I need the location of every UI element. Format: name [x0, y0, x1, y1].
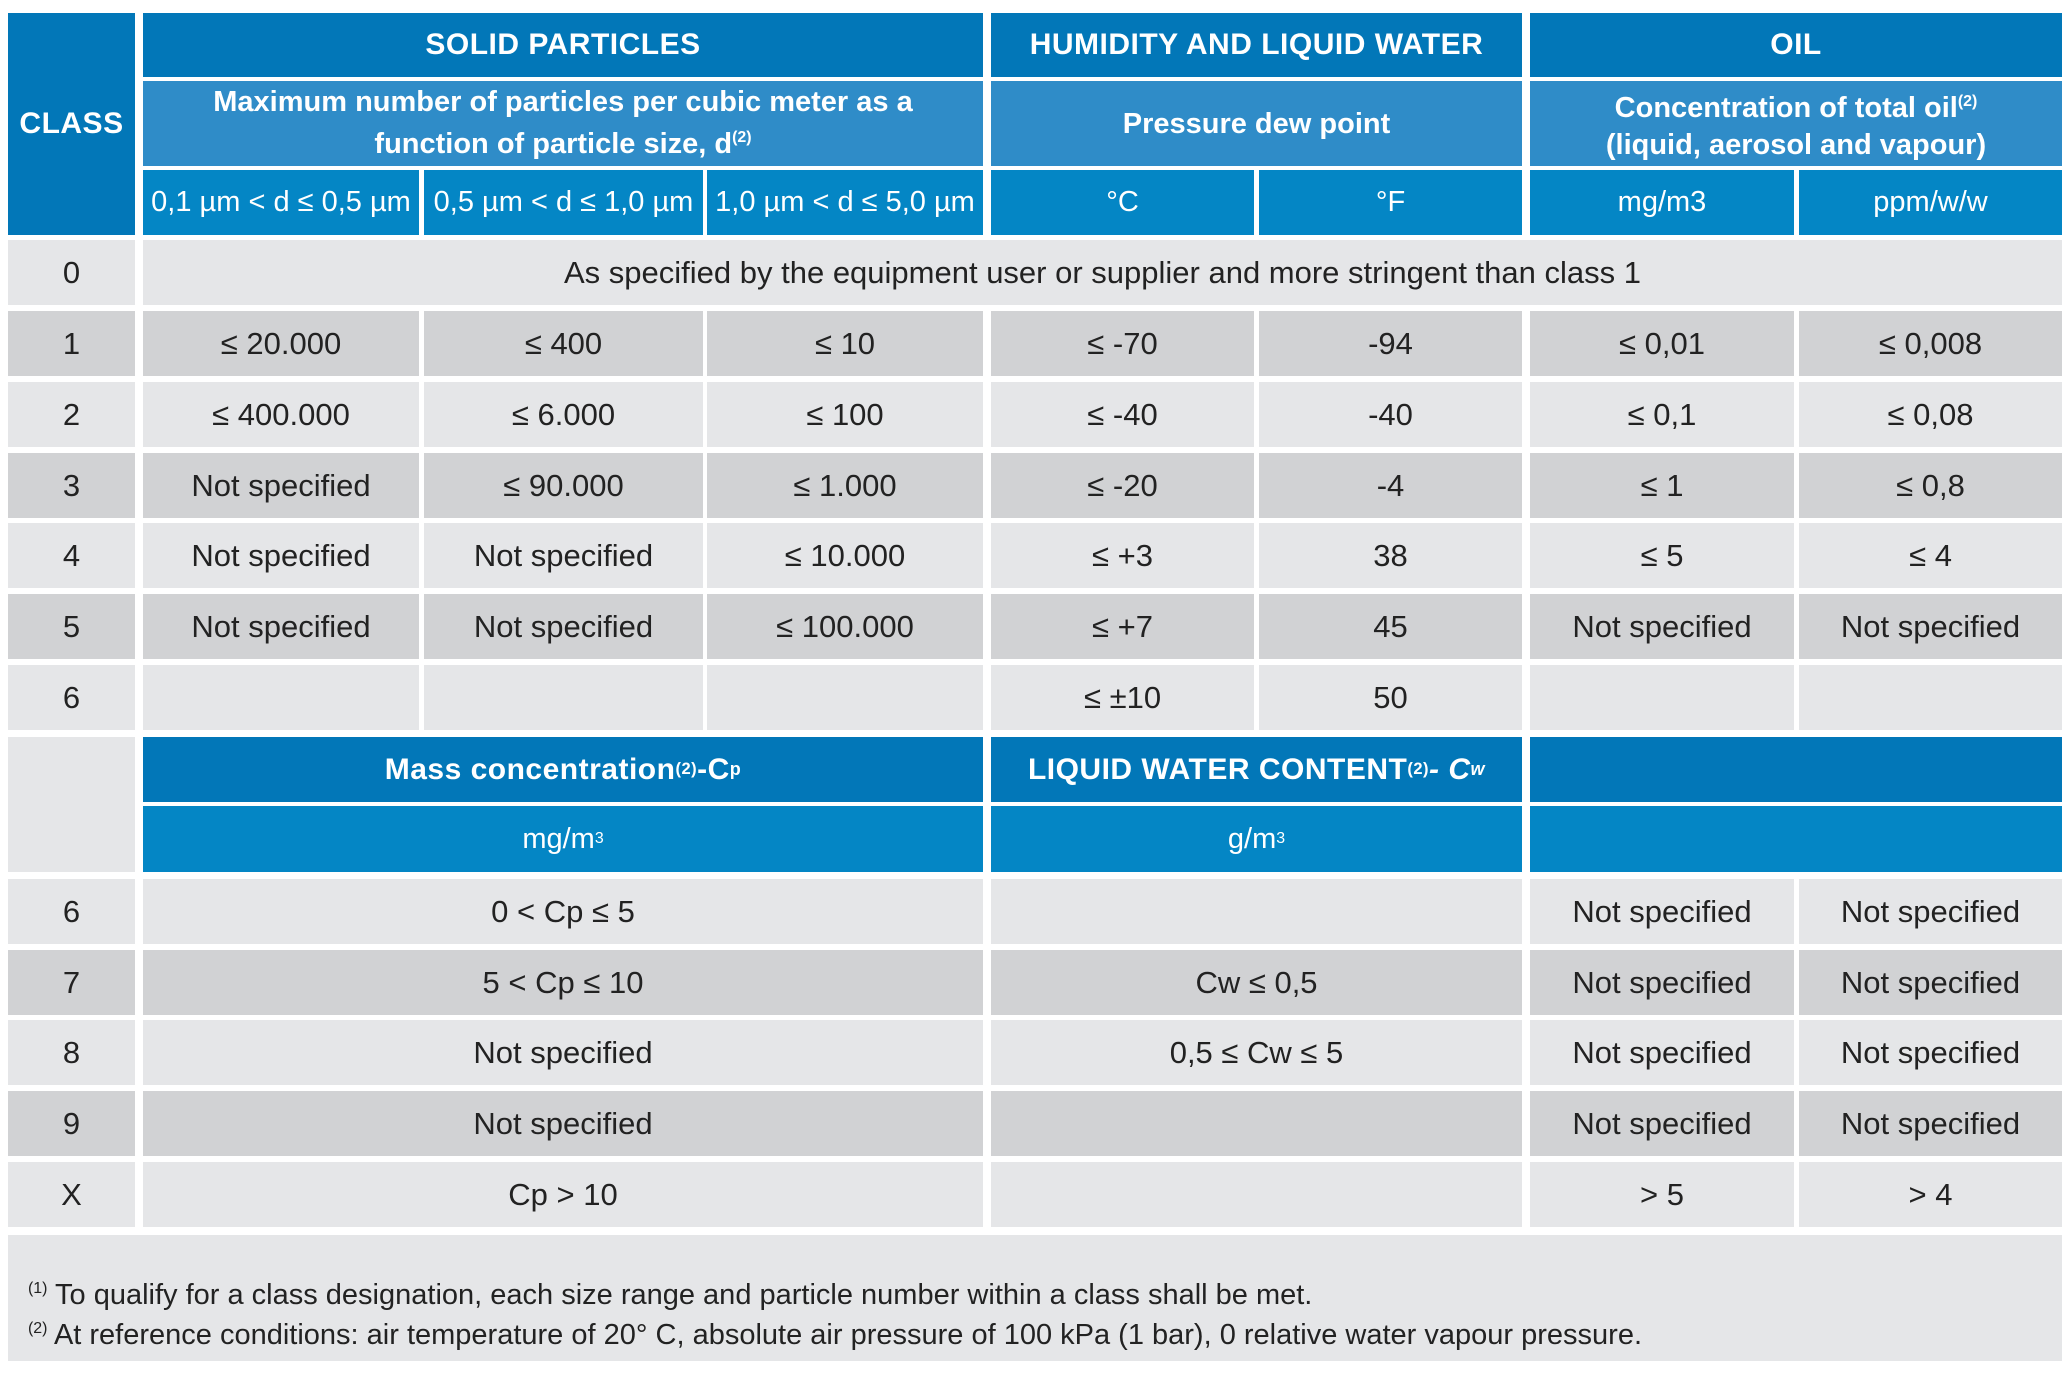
unit-size-05-10: 0,5 µm < d ≤ 1,0 µm — [424, 170, 703, 235]
footnote-2 — [28, 1312, 2062, 1352]
footnote-ref: (2) — [675, 760, 698, 778]
table-cell: ≤ 0,08 — [1799, 382, 2062, 447]
table-cell: ≤ 0,8 — [1799, 453, 2062, 518]
table-cell: Not specified — [424, 594, 703, 659]
table-cell — [707, 665, 983, 730]
table-cell: -40 — [1259, 382, 1522, 447]
table-cell: ≤ 100 — [707, 382, 983, 447]
particles-desc-line2: function of particle size, d — [374, 128, 733, 161]
table-cell: -4 — [1259, 453, 1522, 518]
table-cell: ≤ 400.000 — [143, 382, 419, 447]
table-cell — [1799, 665, 2062, 730]
oil-mg-cell: Not specified — [1530, 879, 1794, 944]
oil-desc-line2: (liquid, aerosol and vapour) — [1605, 128, 1987, 161]
table-cell: ≤ 4 — [1799, 523, 2062, 588]
oil-lower-unit — [1530, 806, 2062, 872]
table-cell: ≤ +3 — [991, 523, 1254, 588]
table-cell: 50 — [1259, 665, 1522, 730]
table-cell: 45 — [1259, 594, 1522, 659]
water-unit-text: g/m — [1227, 822, 1277, 855]
class-cell: 5 — [8, 594, 135, 659]
table-cell: ≤ 0,1 — [1530, 382, 1794, 447]
particles-desc-line2-wrap — [374, 120, 751, 162]
class-cell: 8 — [8, 1020, 135, 1085]
mass-unit-text: mg/m — [522, 822, 595, 855]
humidity-header: HUMIDITY AND LIQUID WATER — [991, 13, 1522, 77]
class-cell: 6 — [8, 665, 135, 730]
class-cell: 0 — [8, 240, 135, 305]
oil-ppm-cell: > 4 — [1799, 1162, 2062, 1227]
mass-concentration-header — [143, 737, 983, 802]
class-cell: X — [8, 1162, 135, 1227]
footnote-ref: (2) — [1957, 93, 1978, 111]
liquid-subscript: w — [1470, 759, 1486, 779]
class-cell: 9 — [8, 1091, 135, 1156]
oil-ppm-cell: Not specified — [1799, 1091, 2062, 1156]
unit-exponent: 3 — [594, 830, 604, 847]
unit-size-01-05: 0,1 µm < d ≤ 0,5 µm — [143, 170, 419, 235]
unit-exponent: 3 — [1276, 830, 1286, 847]
footnote-mark: (2) — [28, 1320, 48, 1338]
table-cell: ≤ 0,01 — [1530, 311, 1794, 376]
footnote-mark: (1) — [28, 1280, 48, 1297]
table-cell — [1530, 665, 1794, 730]
table-cell — [143, 665, 419, 730]
liquid-symbol: - C — [1429, 752, 1471, 786]
liquid-title: LIQUID WATER CONTENT — [1027, 752, 1408, 786]
unit-size-10-50: 1,0 µm < d ≤ 5,0 µm — [707, 170, 983, 235]
mass-cell: Cp > 10 — [143, 1162, 983, 1227]
unit-fahrenheit: °F — [1259, 170, 1522, 235]
table-cell: ≤ 10 — [707, 311, 983, 376]
class-cell: 6 — [8, 879, 135, 944]
mass-cell: 5 < Cp ≤ 10 — [143, 950, 983, 1015]
footnotes — [8, 1235, 2062, 1361]
table-cell: ≤ 20.000 — [143, 311, 419, 376]
table-cell: ≤ +7 — [991, 594, 1254, 659]
table-cell: ≤ 10.000 — [707, 523, 983, 588]
table-cell: -94 — [1259, 311, 1522, 376]
liquid-water-header — [991, 737, 1522, 802]
table-cell: Not specified — [143, 453, 419, 518]
table-cell: ≤ 6.000 — [424, 382, 703, 447]
table-cell: 38 — [1259, 523, 1522, 588]
footnote-text: To qualify for a class designation, each size range and particle number within a class shall be met. — [47, 1279, 1313, 1312]
footnote-text: At reference conditions: air temperature of 20° C, absolute air pressure of 100 kPa (1 bar), 0 relative water vapour pressure. — [47, 1319, 1643, 1352]
class-cell: 7 — [8, 950, 135, 1015]
table-cell: Not specified — [1530, 594, 1794, 659]
class-cell: 3 — [8, 453, 135, 518]
footnote-1 — [28, 1272, 2062, 1312]
table-cell — [424, 665, 703, 730]
oil-header: OIL — [1530, 13, 2062, 77]
oil-ppm-cell: Not specified — [1799, 950, 2062, 1015]
class-spacer — [8, 737, 135, 872]
mass-symbol: -C — [697, 752, 730, 786]
table-cell: ≤ 1 — [1530, 453, 1794, 518]
table-cell: Not specified — [1799, 594, 2062, 659]
table-cell: ≤ 5 — [1530, 523, 1794, 588]
water-cell — [991, 1162, 1522, 1227]
footnote-ref: (2) — [732, 129, 752, 147]
oil-ppm-cell: Not specified — [1799, 879, 2062, 944]
water-unit — [991, 806, 1522, 872]
table-cell: Not specified — [424, 523, 703, 588]
class0-description: As specified by the equipment user or supplier and more stringent than class 1 — [143, 240, 2062, 305]
mass-subscript: p — [729, 759, 742, 779]
particles-desc-line1: Maximum number of particles per cubic meter as a — [213, 86, 913, 119]
oil-mg-cell: > 5 — [1530, 1162, 1794, 1227]
oil-mg-cell: Not specified — [1530, 1020, 1794, 1085]
mass-title: Mass concentration — [384, 752, 676, 786]
water-cell: Cw ≤ 0,5 — [991, 950, 1522, 1015]
class-cell: 1 — [8, 311, 135, 376]
unit-celsius: °C — [991, 170, 1254, 235]
unit-ppm: ppm/w/w — [1799, 170, 2062, 235]
table-cell: ≤ 90.000 — [424, 453, 703, 518]
mass-unit — [143, 806, 983, 872]
particles-description — [143, 81, 983, 166]
unit-mg-m3: mg/m3 — [1530, 170, 1794, 235]
footnote-ref: (2) — [1407, 760, 1430, 778]
oil-mg-cell: Not specified — [1530, 1091, 1794, 1156]
solid-particles-header: SOLID PARTICLES — [143, 13, 983, 77]
table-cell: Not specified — [143, 523, 419, 588]
dew-point-header: Pressure dew point — [991, 81, 1522, 166]
table-cell: ≤ ±10 — [991, 665, 1254, 730]
class-cell: 4 — [8, 523, 135, 588]
mass-cell: 0 < Cp ≤ 5 — [143, 879, 983, 944]
oil-mg-cell: Not specified — [1530, 950, 1794, 1015]
table-cell: Not specified — [143, 594, 419, 659]
table-cell: ≤ -40 — [991, 382, 1254, 447]
oil-lower-header — [1530, 737, 2062, 802]
mass-cell: Not specified — [143, 1020, 983, 1085]
mass-cell: Not specified — [143, 1091, 983, 1156]
water-cell: 0,5 ≤ Cw ≤ 5 — [991, 1020, 1522, 1085]
oil-desc-line1-wrap — [1615, 84, 1978, 126]
table-cell: ≤ -70 — [991, 311, 1254, 376]
oil-description — [1530, 81, 2062, 166]
table-cell: ≤ 0,008 — [1799, 311, 2062, 376]
class-header: CLASS — [8, 13, 135, 235]
water-cell — [991, 1091, 1522, 1156]
table-cell: ≤ -20 — [991, 453, 1254, 518]
oil-ppm-cell: Not specified — [1799, 1020, 2062, 1085]
water-cell — [991, 879, 1522, 944]
table-cell: ≤ 400 — [424, 311, 703, 376]
oil-desc-line1: Concentration of total oil — [1614, 92, 1958, 125]
table-cell: ≤ 100.000 — [707, 594, 983, 659]
class-cell: 2 — [8, 382, 135, 447]
table-cell: ≤ 1.000 — [707, 453, 983, 518]
